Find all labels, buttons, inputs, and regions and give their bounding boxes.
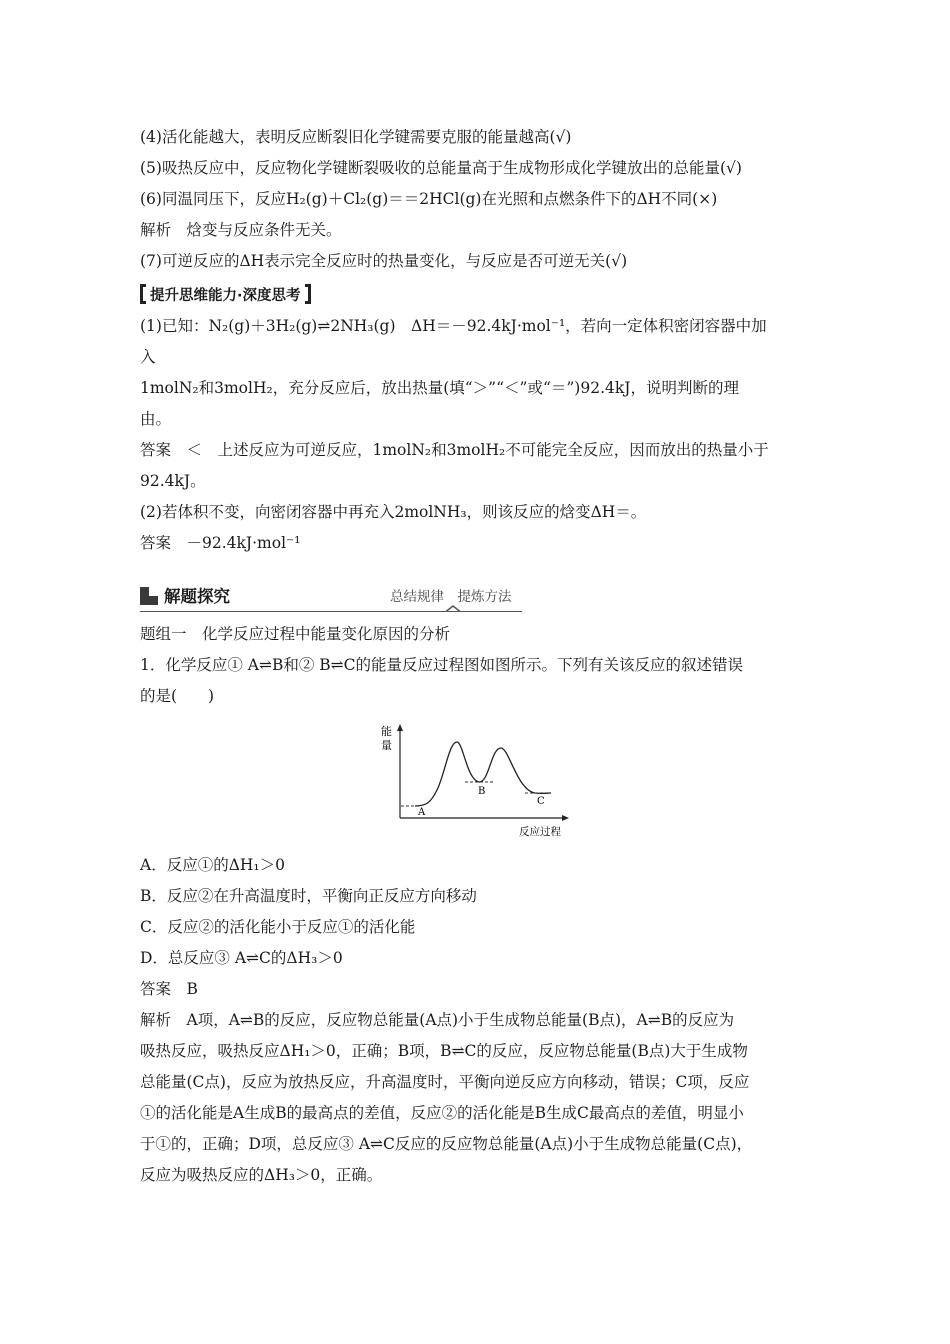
analysis-line-5: 于①的，正确；D项，总反应③ A⇌C反应的反应物总能量(A点)小于生成物总能量(C点)， [140,1135,753,1153]
thinking-q1-line4: 由。 [140,410,172,428]
section-header [140,581,522,615]
section-notch-icon [446,605,460,613]
option-c: C．反应②的活化能小于反应①的活化能 [140,918,416,936]
question-1-line2: 的是( ) [140,687,215,705]
analysis-line-1: 解析 A项，A⇌B的反应，反应物总能量(A点)小于生成物总能量(B点)，A⇌B的反应为 [140,1011,735,1029]
section-rule [140,611,522,612]
energy-diagram [140,720,820,844]
y-axis-label-1: 能 [381,725,392,738]
option-a: A．反应①的ΔH₁＞0 [140,856,285,874]
x-axis-label: 反应过程 [519,826,561,838]
item-6: (6)同温同压下，反应H₂(g)＋Cl₂(g)＝＝2HCl(g)在光照和点燃条件下的ΔH不同(×) [140,190,718,208]
y-axis-arrow-icon [397,724,403,731]
option-b: B．反应②在升高温度时，平衡向正反应方向移动 [140,887,477,905]
thinking-heading-text: 提升思维能力·深度思考 [150,287,301,304]
section-subtitle: 总结规律 提炼方法 [390,589,512,605]
document-body [140,122,820,1191]
thinking-a1-line2: 92.4kJ。 [140,472,206,490]
item-4: (4)活化能越大，表明反应断裂旧化学键需要克服的能量越高(√) [140,128,572,146]
point-c-label: C [537,796,545,807]
answer: 答案 B [140,980,198,998]
left-bracket-icon [140,284,146,304]
thinking-a1-line1: 答案 ＜ 上述反应为可逆反应，1molN₂和3molH₂不可能完全反应，因而放出的热量小于 [140,441,769,459]
section-square-icon [140,587,158,605]
item-7: (7)可逆反应的ΔH表示完全反应时的热量变化，与反应是否可逆无关(√) [140,252,628,270]
energy-diagram-svg [375,720,575,840]
thinking-q1-line2: 入 [140,348,156,366]
option-d: D．总反应③ A⇌C的ΔH₃＞0 [140,949,343,967]
point-a-label: A [418,807,426,818]
analysis-line-3: 总能量(C点)，反应为放热反应，升高温度时，平衡向逆反应方向移动，错误；C项，反应 [140,1073,750,1091]
item-6-analysis: 解析 焓变与反应条件无关。 [140,221,342,239]
thinking-q2: (2)若体积不变，向密闭容器中再充入2molNH₃，则该反应的焓变ΔH＝。 [140,503,647,521]
thinking-q1-line1: (1)已知：N₂(g)＋3H₂(g)⇌2NH₃(g) ΔH＝－92.4kJ·mol⁻¹，若向一定体积密闭容器中加 [140,317,767,335]
item-5: (5)吸热反应中，反应物化学键断裂吸收的总能量高于生成物形成化学键放出的总能量(√) [140,159,742,177]
analysis-line-4: ①的活化能是A生成B的最高点的差值，反应②的活化能是B生成C最高点的差值，明显小 [140,1104,744,1122]
group-heading: 题组一 化学反应过程中能量变化原因的分析 [140,625,451,643]
point-b-label: B [478,786,486,797]
analysis-line-6: 反应为吸热反应的ΔH₃＞0，正确。 [140,1166,383,1184]
analysis-line-2: 吸热反应，吸热反应ΔH₁＞0，正确；B项，B⇌C的反应，反应物总能量(B点)大于生成物 [140,1042,748,1060]
x-axis-arrow-icon [562,815,569,821]
thinking-heading [140,281,820,307]
section-title: 解题探究 [164,587,230,606]
thinking-q1-line3: 1molN₂和3molH₂，充分反应后，放出热量(填“＞”“＜”或“＝”)92.4kJ，说明判断的理 [140,379,739,397]
right-bracket-icon [305,284,311,304]
question-1-line1: 1．化学反应① A⇌B和② B⇌C的能量反应过程图如图所示。下列有关该反应的叙述错误 [140,656,744,674]
y-axis-label-2: 量 [381,739,392,752]
thinking-a2: 答案 －92.4kJ·mol⁻¹ [140,534,301,552]
